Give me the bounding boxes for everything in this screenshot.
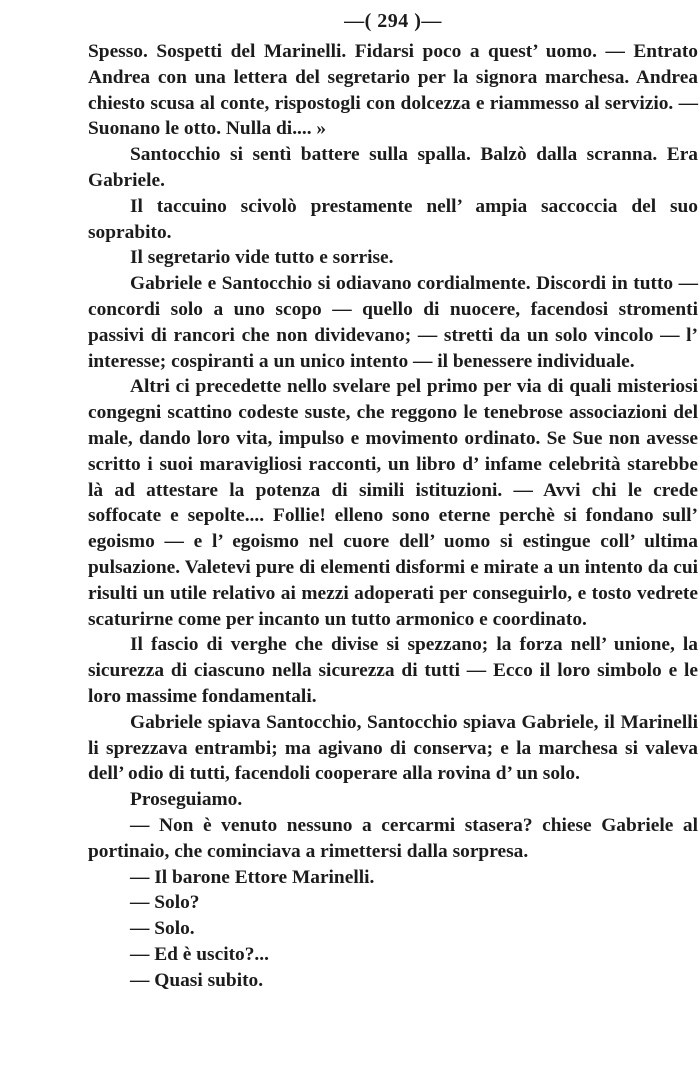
body-text xyxy=(88,39,698,993)
page-number: —( 294 )— xyxy=(344,10,442,32)
paragraph: Il segretario vide tutto e sorrise. xyxy=(130,247,394,269)
dialogue-line: — Solo? xyxy=(130,892,200,914)
paragraph-continuation: Spesso. Sospetti del Marinelli. Fidarsi poco a quest’ uomo. — Entrato Andrea con una lettera del segretario per la signora marchesa. Andrea chiesto scusa al conte, rispostogli con dolcezza e riammesso al servizio. — Suonano le otto. Nulla di.... » xyxy=(88,41,698,140)
dialogue-line: — Il barone Ettore Marinelli. xyxy=(130,866,375,888)
dialogue-line: — Ed è uscito?... xyxy=(130,943,269,965)
paragraph: Proseguiamo. xyxy=(130,789,243,811)
dialogue-line: — Quasi subito. xyxy=(130,969,264,991)
paragraph: Il taccuino scivolò prestamente nell’ ampia saccoccia del suo soprabito. xyxy=(88,195,698,243)
dialogue-line: — Solo. xyxy=(130,918,195,940)
paragraph: Gabriele e Santocchio si odiavano cordialmente. Discordi in tutto — concordi solo a uno scopo — quello di nuocere, facendosi stromenti passivi di rancori che non dividevano; — stretti da un solo vincolo — l’ interesse; cospiranti a un unico intento — il benessere individuale. xyxy=(88,273,698,372)
paragraph: Gabriele spiava Santocchio, Santocchio spiava Gabriele, il Marinelli li sprezzava entrambi; ma agivano di conserva; e la marchesa si valeva dell’ odio di tutti, facendoli cooperare alla rovina d’ un solo. xyxy=(88,711,698,785)
paragraph: Santocchio si sentì battere sulla spalla. Balzò dalla scranna. Era Gabriele. xyxy=(88,144,698,191)
paragraph: Altri ci precedette nello svelare pel primo per via di quali misteriosi congegni scattino codeste suste, che reggono le tenebrose associazioni del male, dando loro vita, impulso e movimento ordinato. Se Sue non avesse scritto i suoi maravigliosi racconti, un libro d’ infame celebrità starebbe là ad attestare la potenza di simili istituzioni. — Avvi chi le crede soffocate e sepolte.... Follie! elleno sono eterne perchè si fondano sull’ egoismo — e l’ egoismo nel cuore dell’ uomo si estingue coll’ ultima pulsazione. Valetevi pure di elementi disformi e mirate a un intento da cui risulti un utile relativo ai mezzi adoperati per conseguirlo, e tosto vedrete scaturirne come per incanto un tutto armonico e coordinato. xyxy=(88,376,698,630)
dialogue-line: — Non è venuto nessuno a cercarmi stasera? chiese Gabriele al portinaio, che cominciava a rimettersi dalla sorpresa. xyxy=(88,814,698,862)
paragraph: Il fascio di verghe che divise si spezzano; la forza nell’ unione, la sicurezza di ciascuno nella sicurezza di tutti — Ecco il loro simbolo e le loro massime fondamentali. xyxy=(88,634,698,707)
